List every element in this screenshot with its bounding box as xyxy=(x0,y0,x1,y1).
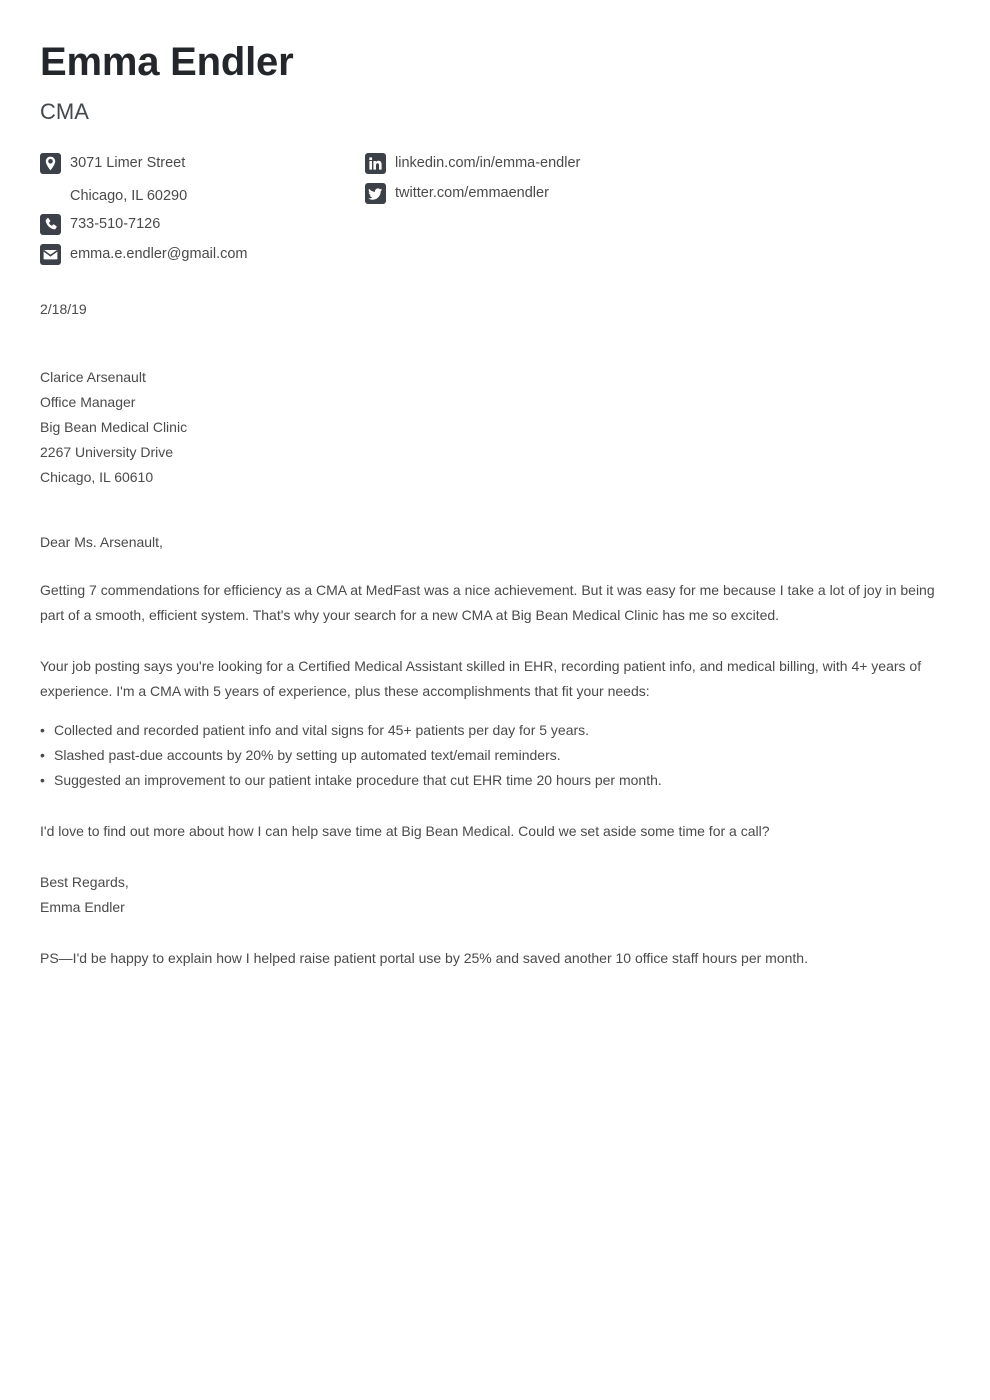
salutation: Dear Ms. Arsenault, xyxy=(40,534,163,551)
contact-phone xyxy=(40,213,365,235)
contact-email xyxy=(40,243,365,265)
body-paragraph-3: I'd love to find out more about how I can help save time at Big Bean Medical. Could we set aside some time for a call? xyxy=(40,823,770,840)
recipient-title: Office Manager xyxy=(40,394,136,411)
location-pin-icon xyxy=(40,153,61,174)
body-paragraph-2: Your job posting says you're looking for a Certified Medical Assistant skilled in EHR, recording patient info, and medical billing, with 4+ years of experience. I'm a CMA with 5 years of experience, plus these accomplishments that fit your needs: xyxy=(40,658,922,700)
recipient-company: Big Bean Medical Clinic xyxy=(40,419,188,436)
contact-info xyxy=(40,152,942,273)
linkedin-url: linkedin.com/in/emma-endler xyxy=(395,155,581,172)
recipient-city: Chicago, IL 60610 xyxy=(40,469,154,486)
linkedin-icon xyxy=(365,153,386,174)
postscript: PS—I'd be happy to explain how I helped raise patient portal use by 25% and saved another 10 office staff hours per month. xyxy=(40,950,808,967)
phone-number: 733-510-7126 xyxy=(70,216,161,233)
phone-icon xyxy=(40,214,61,235)
twitter-icon xyxy=(365,183,386,204)
list-item: • Collected and recorded patient info and vital signs for 45+ patients per day for 5 years. xyxy=(40,718,942,743)
signature-name: Emma Endler xyxy=(40,899,125,916)
applicant-name: Emma Endler xyxy=(40,40,294,84)
contact-linkedin[interactable] xyxy=(365,152,785,174)
recipient-block xyxy=(40,365,942,490)
list-item: • Suggested an improvement to our patient intake procedure that cut EHR time 20 hours per month. xyxy=(40,768,942,793)
contact-twitter[interactable] xyxy=(365,182,785,204)
letter-header xyxy=(40,40,942,124)
recipient-name: Clarice Arsenault xyxy=(40,369,146,386)
letter-date: 2/18/19 xyxy=(40,301,87,318)
contact-column-left xyxy=(40,152,365,273)
closing-block xyxy=(40,870,942,920)
address-line-1: 3071 Limer Street xyxy=(70,155,186,172)
applicant-job-title: CMA xyxy=(40,99,89,124)
contact-address xyxy=(40,152,365,174)
recipient-street: 2267 University Drive xyxy=(40,444,174,461)
twitter-url: twitter.com/emmaendler xyxy=(395,185,549,202)
body-paragraph-1: Getting 7 commendations for efficiency as a CMA at MedFast was a nice achievement. But it was easy for me because I take a lot of joy in being part of a smooth, efficient system. That's why your search for a new CMA at Big Bean Medical Clinic has me so excited. xyxy=(40,582,935,624)
list-item: • Slashed past-due accounts by 20% by setting up automated text/email reminders. xyxy=(40,743,942,768)
envelope-icon xyxy=(40,244,61,265)
accomplishments-list xyxy=(40,718,942,793)
email-address: emma.e.endler@gmail.com xyxy=(70,246,248,263)
address-line-2: Chicago, IL 60290 xyxy=(70,188,188,205)
contact-column-right xyxy=(365,152,785,273)
sign-off: Best Regards, xyxy=(40,874,129,891)
